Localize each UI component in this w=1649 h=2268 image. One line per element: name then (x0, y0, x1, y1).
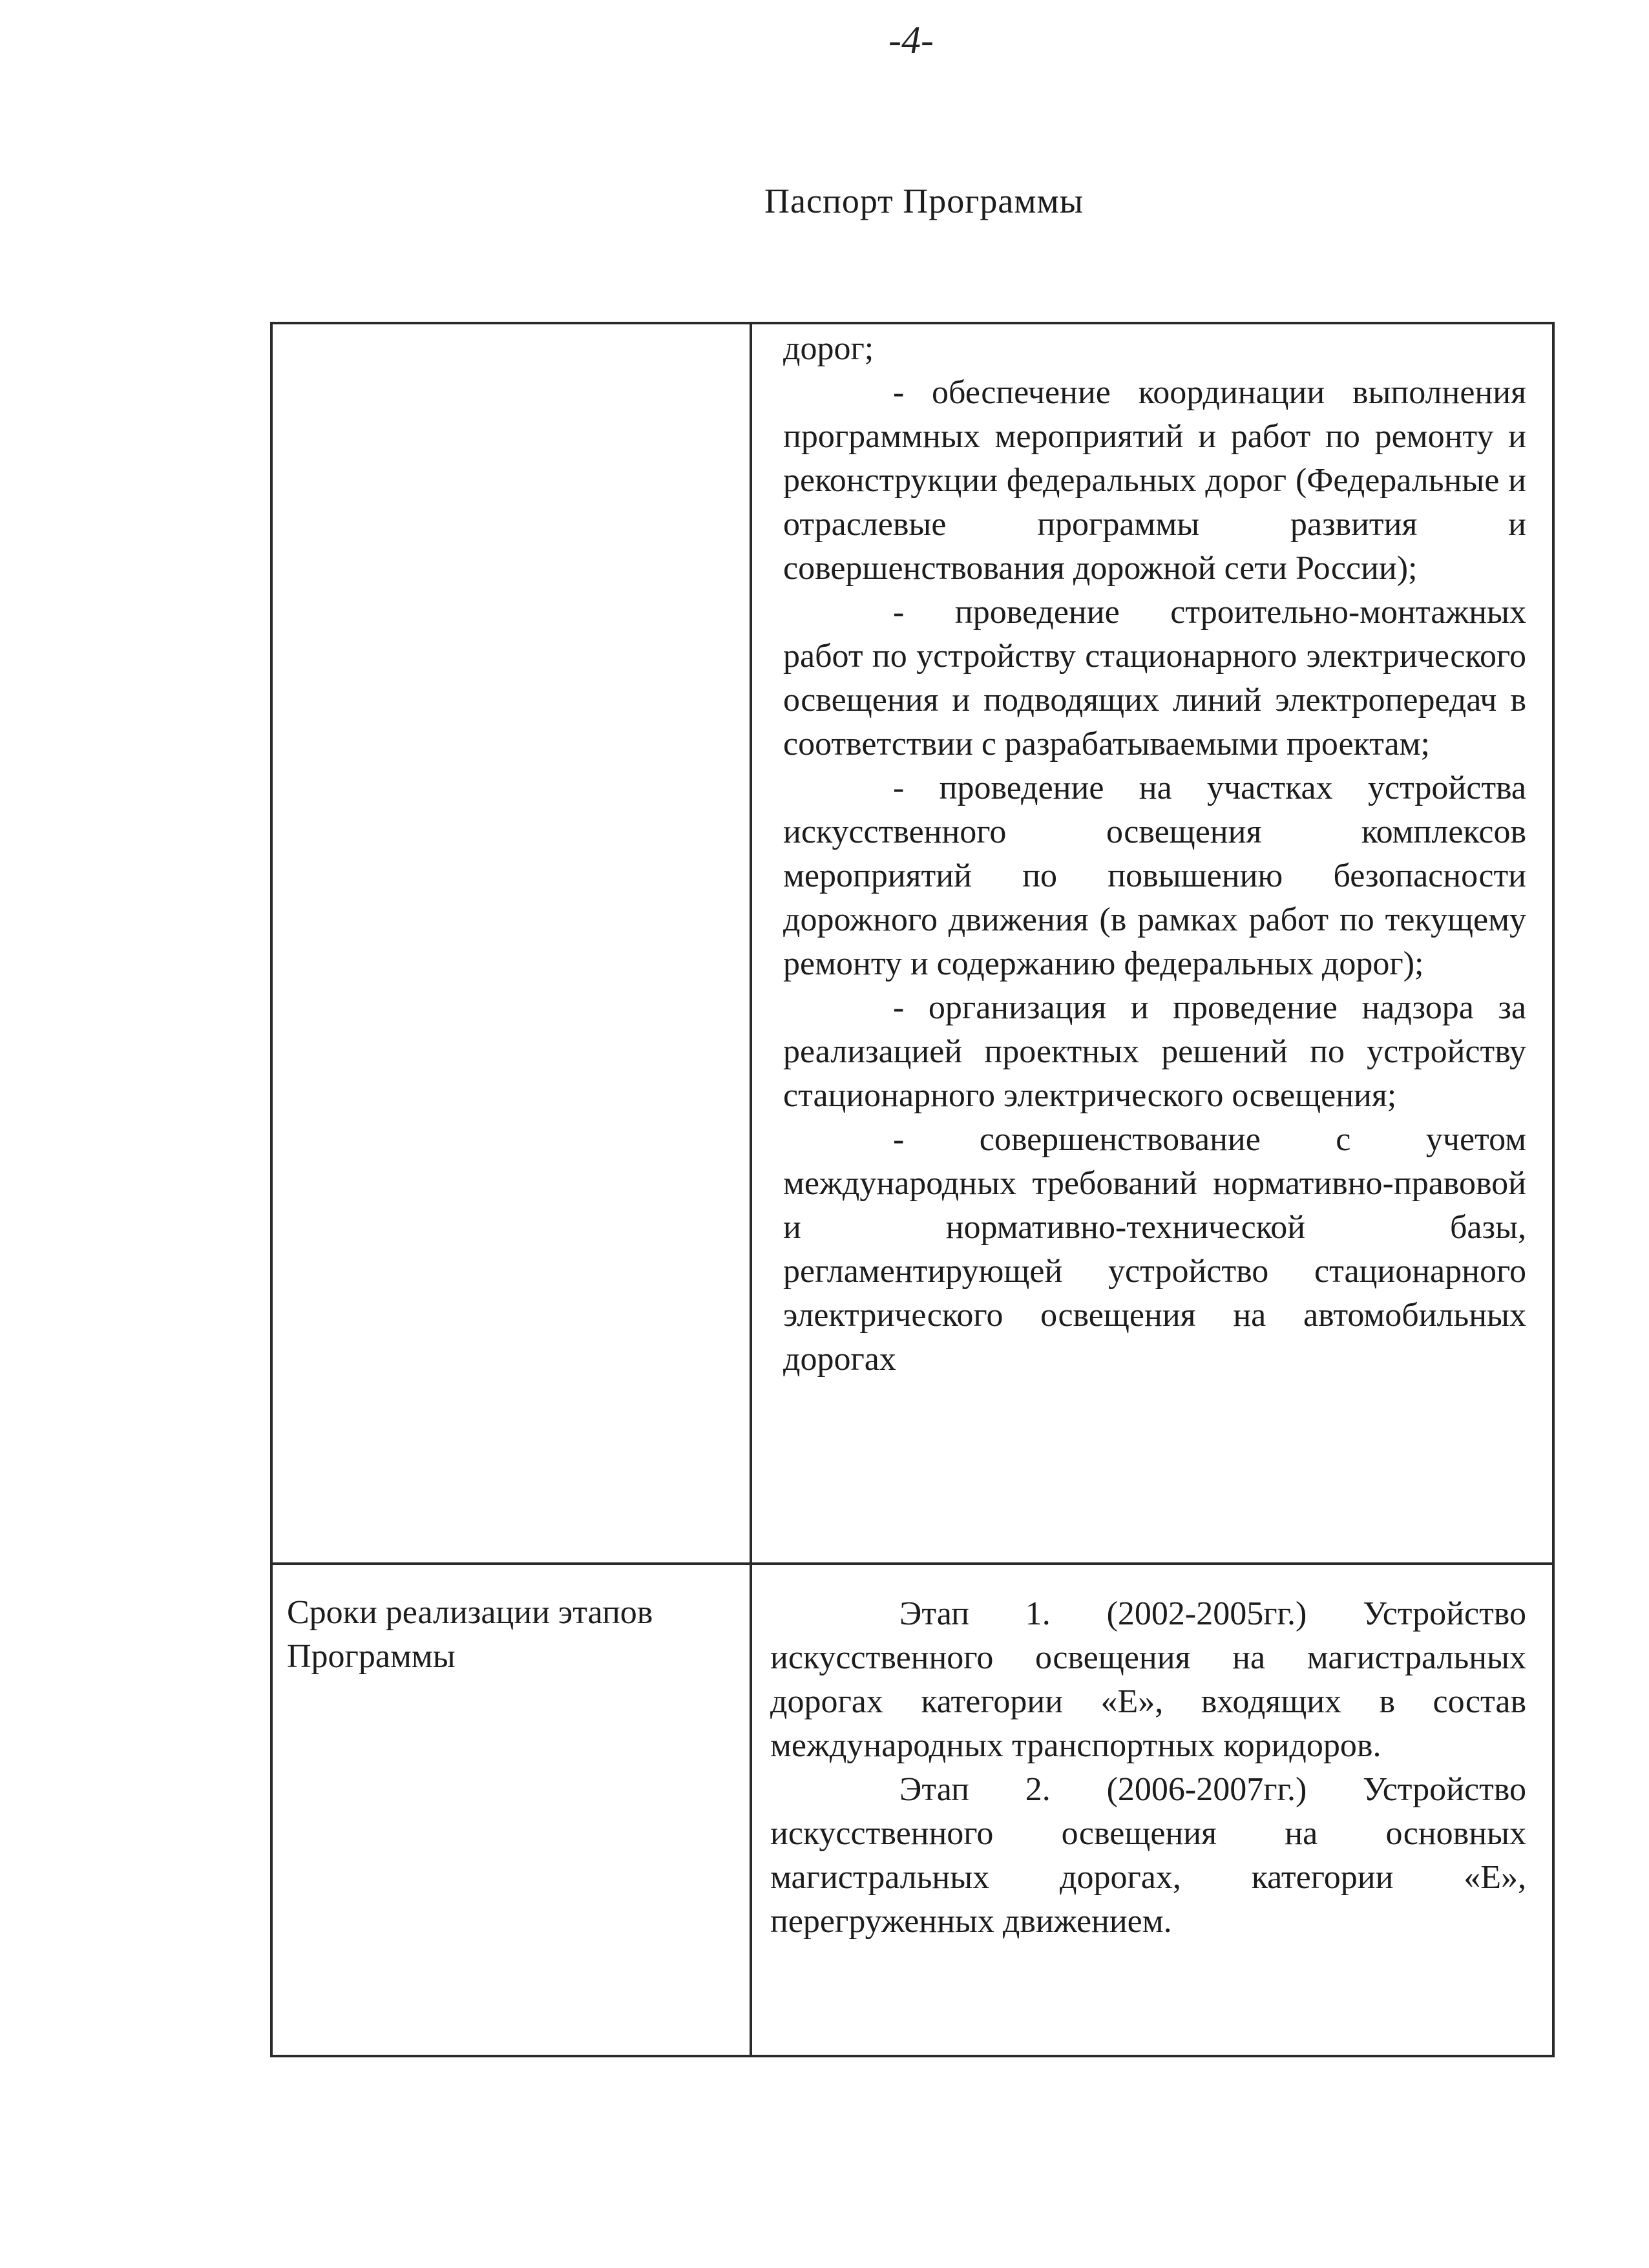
table-cell-label-stages: Сроки реализации этапов Программы (287, 1594, 653, 1675)
paragraph-coordination: - обеспечение координации выполнения программных мероприятий и работ по ремонту и реконструкции федеральных дорог (Федеральные и отраслевые программы развития и совершенствования дорожной сети России); (783, 374, 1526, 587)
paragraph-stage-1: Этап 1. (2002-2005гг.) Устройство искусственного освещения на магистральных дорогах категории «Е», входящих в состав международных транспортных коридоров. (770, 1595, 1526, 1764)
paragraph-regulations: - совершенствование с учетом международных требований нормативно-правовой и нормативно-технической базы, регламентирующей устройство стационарного электрического освещения на автомобильных дорогах (783, 1121, 1526, 1378)
page-number: -4- (888, 19, 934, 61)
page-title: Паспорт Программы (764, 182, 1084, 220)
table-row-divider (273, 1562, 1552, 1565)
table-column-divider (750, 324, 752, 2055)
paragraph-supervision: - организация и проведение надзора за реализацией проектных решений по устройству стационарного электрического освещения; (783, 989, 1526, 1114)
paragraph-stage-2: Этап 2. (2006-2007гг.) Устройство искусственного освещения на основных магистральных дорогах, категории «Е», перегруженных движением. (770, 1771, 1526, 1940)
passport-table (270, 322, 1555, 2057)
table-cell-stages (770, 1592, 1526, 1944)
paragraph-roads: дорог; (783, 330, 874, 367)
paragraph-construction: - проведение строительно-монтажных работ по устройству стационарного электрического освещения и подводящих линий электропередач в соответствии с разрабатываемыми проектам; (783, 594, 1526, 762)
paragraph-safety: - проведение на участках устройства искусственного освещения комплексов мероприятий по повышению безопасности дорожного движения (в рамках работ по текущему ремонту и содержанию федеральных дорог); (783, 770, 1526, 982)
table-cell-goals (783, 327, 1526, 1381)
